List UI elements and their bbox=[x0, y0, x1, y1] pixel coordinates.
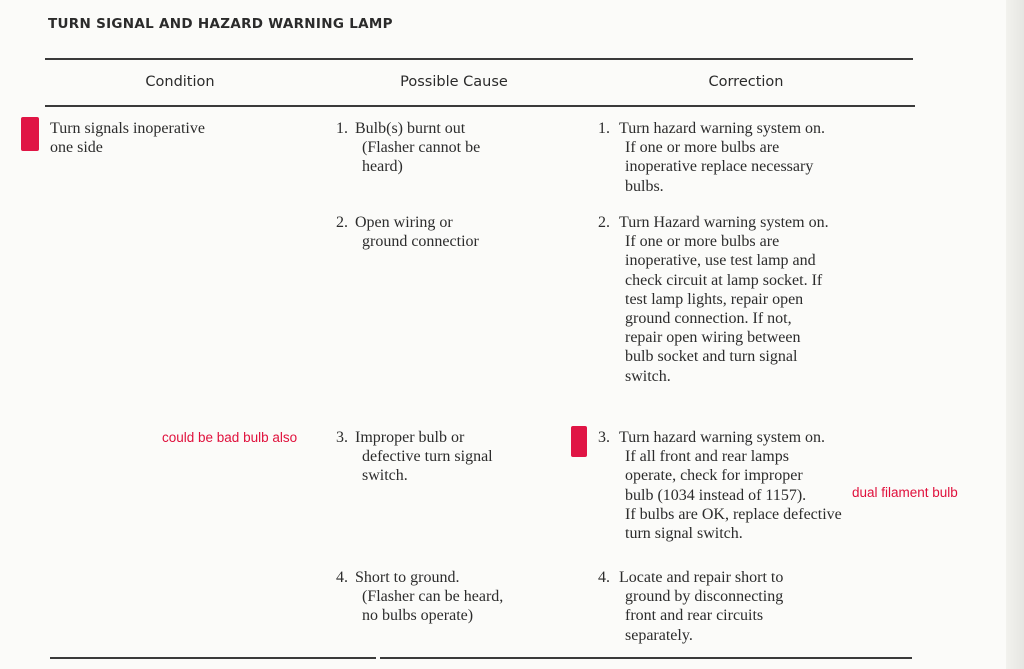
table-bottom-rule-left bbox=[50, 657, 376, 659]
cause-number: 1. bbox=[336, 120, 348, 137]
cause-number: 4. bbox=[336, 569, 348, 586]
correction-line: bulb socket and turn signal bbox=[625, 348, 798, 366]
correction-line: Turn hazard warning system on. bbox=[619, 429, 826, 446]
cause-text-continued bbox=[362, 232, 479, 251]
cause-text bbox=[355, 213, 453, 232]
correction-line: switch. bbox=[625, 367, 671, 385]
condition-cell bbox=[50, 119, 205, 157]
correction-line: Turn Hazard warning system on. bbox=[619, 214, 829, 231]
highlight-mark-condition bbox=[21, 117, 39, 151]
correction-line: bulbs. bbox=[625, 177, 664, 195]
correction-text bbox=[619, 568, 783, 587]
cause-line: defective turn signal bbox=[362, 448, 493, 466]
correction-line: operate, check for improper bbox=[625, 467, 803, 485]
correction-number: 2. bbox=[598, 214, 610, 231]
correction-line: If one or more bulbs are bbox=[625, 139, 780, 157]
highlight-mark-correction-3 bbox=[571, 426, 587, 457]
correction-line: bulb (1034 instead of 1157). bbox=[625, 486, 807, 504]
correction-text bbox=[619, 213, 829, 232]
correction-line: ground by disconnecting bbox=[625, 588, 784, 606]
correction-text-continued bbox=[625, 587, 783, 645]
cause-number: 2. bbox=[336, 214, 348, 231]
correction-line: inoperative, use test lamp and bbox=[625, 252, 816, 270]
cause-line: Short to ground. bbox=[355, 569, 460, 586]
correction-line: If one or more bulbs are bbox=[625, 233, 780, 251]
correction-line: repair open wiring between bbox=[625, 329, 801, 347]
correction-line: test lamp lights, repair open bbox=[625, 290, 804, 308]
correction-text-continued bbox=[625, 138, 813, 196]
cause-line: Open wiring or bbox=[355, 214, 453, 231]
header-possible-cause: Possible Cause bbox=[400, 74, 508, 90]
cause-text bbox=[355, 568, 459, 587]
correction-number: 1. bbox=[598, 120, 610, 137]
correction-text-continued bbox=[625, 447, 842, 543]
cause-text-continued bbox=[362, 447, 493, 485]
header-condition: Condition bbox=[145, 74, 215, 90]
table-top-rule bbox=[45, 58, 913, 60]
page-edge-shadow bbox=[1006, 0, 1024, 669]
correction-number: 4. bbox=[598, 569, 610, 586]
condition-line: one side bbox=[50, 139, 103, 157]
cause-text bbox=[355, 119, 465, 138]
page-title: TURN SIGNAL AND HAZARD WARNING LAMP bbox=[48, 16, 393, 32]
correction-line: Locate and repair short to bbox=[619, 569, 784, 586]
header-bottom-rule bbox=[45, 105, 915, 107]
correction-line: separately. bbox=[625, 626, 693, 644]
header-correction: Correction bbox=[708, 74, 784, 90]
correction-line: inoperative replace necessary bbox=[625, 158, 814, 176]
table-bottom-rule-right bbox=[380, 657, 912, 659]
cause-line: no bulbs operate) bbox=[362, 607, 474, 625]
cause-line: Bulb(s) burnt out bbox=[355, 120, 466, 137]
correction-line: ground connection. If not, bbox=[625, 310, 792, 327]
cause-line: switch. bbox=[362, 467, 408, 485]
correction-text bbox=[619, 428, 825, 447]
correction-line: If all front and rear lamps bbox=[625, 448, 789, 466]
correction-line: front and rear circuits bbox=[625, 607, 764, 625]
condition-line: Turn signals inoperative bbox=[50, 120, 205, 137]
correction-line: check circuit at lamp socket. If bbox=[625, 271, 823, 289]
cause-line: (Flasher cannot be bbox=[362, 139, 481, 157]
cause-line: ground connectior bbox=[362, 233, 479, 251]
cause-text bbox=[355, 428, 464, 447]
cause-text-continued bbox=[362, 138, 480, 176]
correction-number: 3. bbox=[598, 429, 610, 446]
cause-text-continued bbox=[362, 587, 503, 625]
handwritten-note-dual-filament: dual filament bulb bbox=[852, 485, 958, 500]
cause-line: heard) bbox=[362, 158, 403, 176]
handwritten-note-bad-bulb: could be bad bulb also bbox=[162, 430, 298, 445]
cause-number: 3. bbox=[336, 429, 348, 446]
correction-line: Turn hazard warning system on. bbox=[619, 120, 826, 137]
cause-line: (Flasher can be heard, bbox=[362, 588, 504, 606]
correction-line: turn signal switch. bbox=[625, 525, 743, 542]
correction-text bbox=[619, 119, 825, 138]
cause-line: Improper bulb or bbox=[355, 429, 465, 446]
correction-line: If bulbs are OK, replace defective bbox=[625, 505, 842, 523]
correction-text-continued bbox=[625, 232, 822, 386]
